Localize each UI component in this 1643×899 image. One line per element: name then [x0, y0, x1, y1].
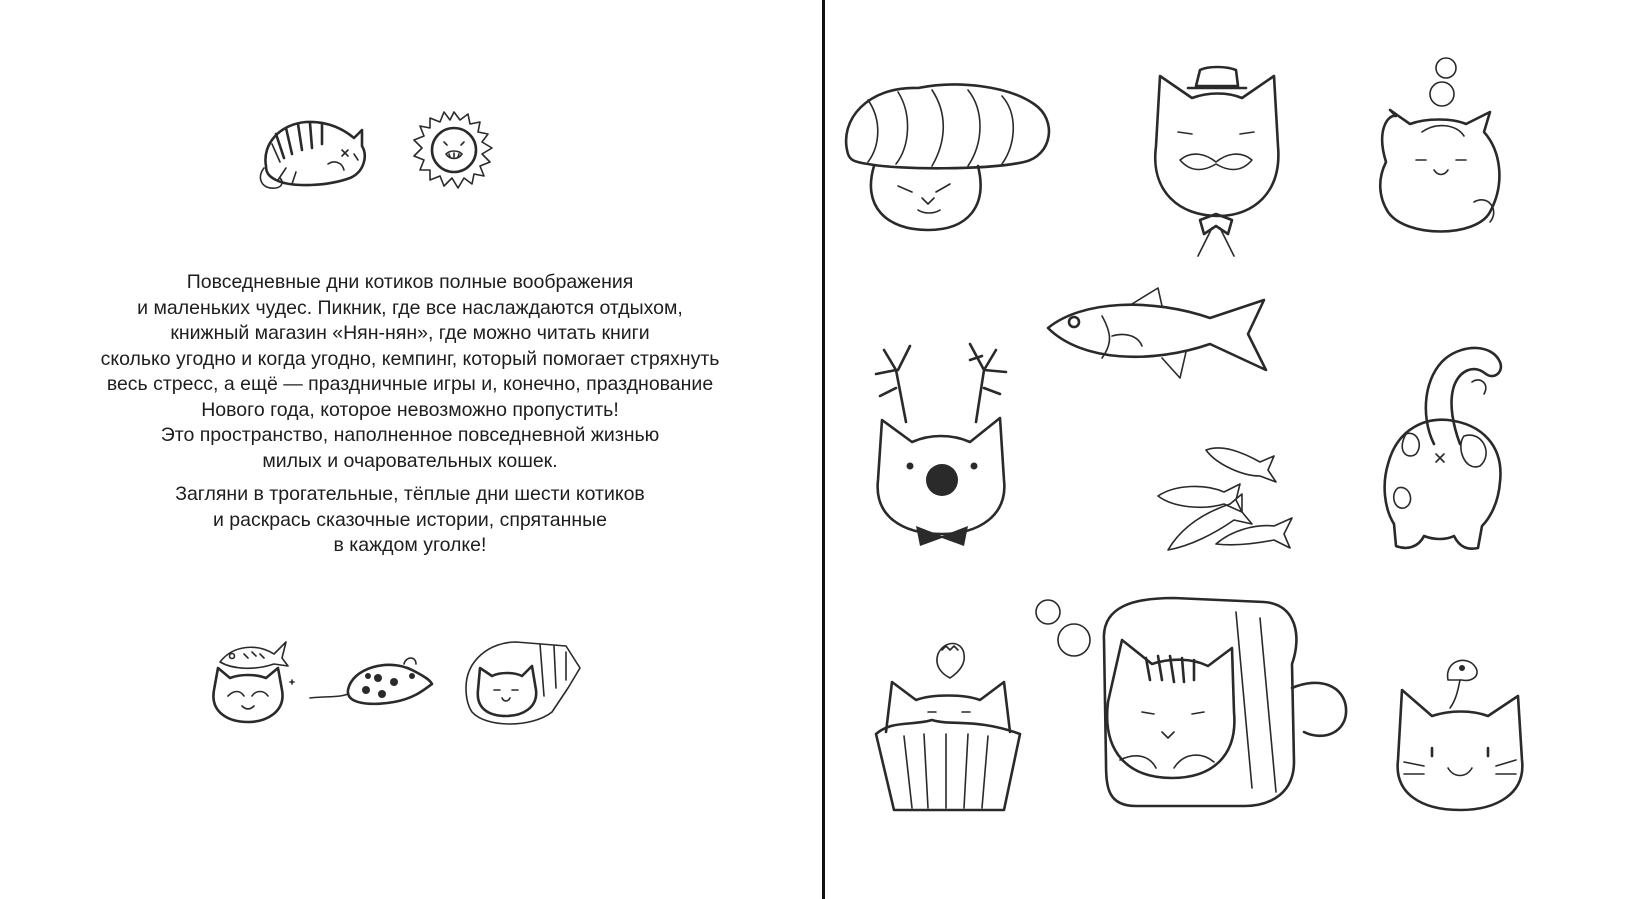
spotted-cat-back-icon — [1364, 336, 1512, 552]
invite-line: Загляни в трогательные, тёплые дни шести котиков — [175, 483, 645, 505]
intro-line: милых и очаровательных кошек. — [262, 449, 558, 472]
invite-line: в каждом уголке! — [333, 534, 487, 556]
fish-icon — [1042, 282, 1274, 392]
book-gutter — [822, 0, 825, 899]
cat-in-braided-bread-icon — [838, 80, 1058, 236]
cat-in-croissant-icon — [456, 632, 584, 728]
small-fishes-icon — [1156, 440, 1298, 560]
cat-with-fish-hat-icon — [204, 632, 300, 728]
invite-line: и раскрась сказочные истории, спрятанные — [212, 508, 608, 531]
intro-line: сколько угодно и когда угодно, кемпинг, который помогает стряхнуть — [100, 347, 720, 370]
sleeping-striped-cat-icon — [258, 114, 370, 194]
intro-text — [40, 270, 780, 559]
cat-with-mushroom-icon — [1384, 650, 1532, 814]
right-page — [826, 0, 1643, 899]
invite-paragraph — [40, 482, 780, 559]
lion-cat-icon — [402, 108, 506, 194]
intro-line: весь стресс, а ещё — праздничные игры и, конечно, празднование — [106, 373, 714, 395]
chubby-cat-with-steam-icon — [1366, 52, 1514, 242]
reindeer-cat-icon — [866, 330, 1016, 548]
intro-line: книжный магазин «Нян-нян», где можно читать книги — [170, 322, 650, 344]
intro-line: и маленьких чудес. Пикник, где все наслаждаются отдыхом, — [137, 296, 683, 319]
intro-line: Повседневные дни котиков полные воображения — [186, 271, 634, 293]
intro-line: Это пространство, наполненное повседневной жизнью — [160, 424, 660, 446]
intro-line: Нового года, которое невозможно пропустить! — [201, 398, 619, 421]
cat-in-bread-loaf-icon — [1024, 592, 1354, 820]
spotted-toy-mouse-icon — [308, 654, 436, 716]
gentleman-cat-icon — [1136, 62, 1298, 258]
cupcake-cat-icon — [872, 642, 1024, 818]
